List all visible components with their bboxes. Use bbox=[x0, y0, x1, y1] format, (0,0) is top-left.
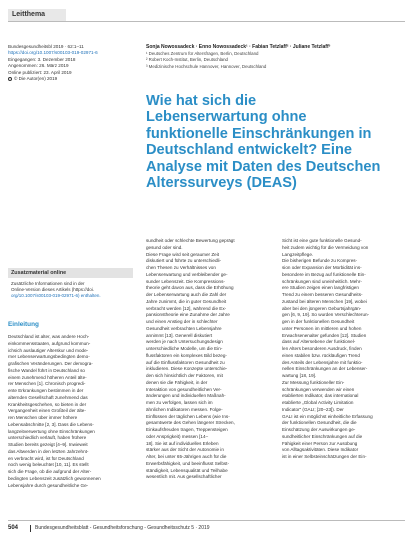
body-text-line: inkludieren. Diese Konzepte unterschie- bbox=[146, 366, 228, 372]
meta-accepted: Angenommen: 26. März 2019 bbox=[8, 63, 69, 69]
body-text-line: einen stabilen bzw. rückläufigen Trend bbox=[282, 352, 360, 358]
body-text-line: men zu verfolgen, lassen sich im bbox=[146, 400, 213, 405]
meta-copyright-text: © Die Autor(en) 2019 bbox=[14, 76, 58, 82]
body-text-line: stärker aus der Sicht der Autonomie in bbox=[146, 447, 224, 453]
body-text-line: en verbracht wird, ist für Deutschland bbox=[8, 455, 84, 461]
body-text-line: den sich hinsichtlich der Faktoren, mit bbox=[146, 373, 223, 378]
header-rule bbox=[8, 21, 405, 22]
body-text-line: Lebenserwartung und verbleibender ge- bbox=[146, 271, 228, 277]
body-text-line: GALI ist ein möglichst einheitliche Erfassung bbox=[282, 413, 373, 419]
text-column-3 bbox=[282, 238, 408, 461]
section-header bbox=[8, 9, 405, 21]
body-text-line: schränkungen verwenden wir einen bbox=[282, 386, 355, 392]
body-text-line: ist in einer Selbsteinschätzungen der Ein- bbox=[282, 454, 367, 459]
body-text-line: pansionstheorie eine Zunahme der Jahre bbox=[146, 312, 230, 318]
body-text-line: sion oder Expansion der Morbidität ins- bbox=[282, 265, 362, 270]
body-text-line: grafischen Veränderungen. Der demogra- bbox=[8, 361, 93, 366]
body-text-line: wesentlich mit. Aus gesellschaftlicher bbox=[146, 474, 222, 480]
body-text-line: aber bei den jüngeren Geburtsjahrgän- bbox=[282, 305, 362, 311]
body-text-line: unter Personen im mittleren und hohen bbox=[282, 325, 362, 331]
body-text-line: von Alltagsaktivitäten. Diese Indikator bbox=[282, 447, 359, 453]
body-text-line: Lebensabschnitte [2, 3]. Dass die Lebens- bbox=[8, 421, 94, 427]
body-text-line: einkommensstaaten, aufgrund kommun- bbox=[8, 340, 91, 346]
journal-name: Bundesgesundheitsblatt - Gesundheitsforschung - Gesundheitsschutz 5 · 2019 bbox=[35, 525, 210, 531]
body-text-line: einem zunehmend höheren Anteil älte- bbox=[8, 374, 87, 380]
body-text-line: wartung [18, 19]. bbox=[282, 373, 317, 378]
body-text-line: gesamtwerte des Gehen längerer Strecken, bbox=[146, 420, 235, 426]
body-text-line: und einen Anstieg der in schlechter bbox=[146, 319, 218, 324]
meta-received: Eingegangen: 3. Dezember 2018 bbox=[8, 56, 76, 62]
body-text-line: len Alters besonderen Ausdruck, finden bbox=[282, 346, 362, 351]
body-text-line: Erwerbsfähigkeit, und beeinflusst Selbst- bbox=[146, 460, 229, 466]
supplementary-doi-link[interactable]: org/10.1007/s00103-019-02971-6) enthalten. bbox=[11, 293, 101, 298]
text-column-1 bbox=[8, 334, 136, 489]
title-line: funktionelle Einschränkungen in bbox=[146, 125, 372, 142]
title-line: Lebenserwartung ohne bbox=[146, 109, 307, 126]
body-text-line: Einschätzung der Auswirkungen ge- bbox=[282, 427, 356, 432]
body-text-line: nellen Einschränkungen an der Lebenser- bbox=[282, 366, 368, 372]
body-text-line: der Lebenserwartung auch die Zahl der bbox=[146, 292, 227, 297]
footer-rule bbox=[8, 520, 405, 521]
body-text-line: Deutschland ist alter, was andere Hoch- bbox=[8, 334, 90, 339]
footer-separator bbox=[30, 525, 31, 532]
title-line: Wie hat sich die bbox=[146, 93, 257, 109]
body-text-line: Die bisherigen Befunde zu Kompres- bbox=[282, 258, 358, 264]
body-text-line: Einkaufsfreuden tragen, Treppensteigen bbox=[146, 427, 228, 432]
page-number: 504 bbox=[8, 525, 19, 531]
meta-citation: Bundesgesundheitsbl 2019 · 62:1–11 bbox=[8, 44, 84, 49]
meta-doi-link[interactable]: https://doi.org/10.1007/s00103-019-02971-6 bbox=[8, 50, 98, 56]
body-text-line: Langzeitpflege. bbox=[282, 251, 314, 257]
body-text-line: etablierte „Global Activity Limitation bbox=[282, 400, 354, 405]
body-text-line: sich die Frage, ob die aufgrund der Alter- bbox=[8, 469, 92, 474]
title-line: Deutschland entwickelt? Eine bbox=[146, 142, 352, 159]
body-text-line: Jahre zunimmt, die in guter Gesundheit bbox=[146, 298, 227, 304]
body-text-line: sunder Lebenszeit. Die Kompressions- bbox=[146, 278, 225, 284]
body-text-line: chen Thesen zu Verhältnisses von bbox=[146, 265, 216, 270]
body-text-line: ente Erkrankungen bestimmen in der bbox=[8, 388, 84, 393]
body-text-line: ähnlichen Indikatoren messen. Folge- bbox=[146, 406, 223, 412]
affiliation-2: ² Robert Koch-Institut, Berlin, Deutschland bbox=[146, 57, 228, 62]
supplementary-body bbox=[8, 278, 133, 302]
body-text-line: sundheit oder schlechte Bewertung geprägt bbox=[146, 238, 235, 243]
body-text-line: noch wenig beleuchtet [10, 11]. Es stellt bbox=[8, 462, 89, 468]
article-title bbox=[146, 93, 408, 191]
body-text-line: das Altwerden in den letzten Jahrzehnt- bbox=[8, 448, 89, 454]
body-text-line: der funktionellen Gesundheit, die die bbox=[282, 420, 357, 426]
body-text-line: bedingten Lebenszeit zusätzlich gewonnenen bbox=[8, 475, 101, 481]
body-text-line: gen [6, 9, 19]. So wurden Verschlechterun- bbox=[282, 312, 370, 318]
text-column-2 bbox=[146, 238, 272, 481]
body-text-line: gesund oder sind. bbox=[146, 244, 183, 250]
body-text-line: theorie geht davon aus, dass die Erhöhung bbox=[146, 285, 234, 291]
supplementary-line: Zusätzliche Informationen sind in der bbox=[11, 281, 85, 286]
body-text-line: oder Ansprigkeit) messen [14– bbox=[146, 433, 209, 439]
body-text-line: Krankheitsgeschehen, so bieten in der bbox=[8, 401, 87, 407]
body-text-line: unterschiedlich verläuft, haben frühere bbox=[8, 435, 87, 441]
body-text-line: Studien bereits gezeigt [4–9]. Inwieweit bbox=[8, 442, 88, 447]
body-text-line: alternden Gesellschaft zunehmend das bbox=[8, 394, 88, 400]
body-text-line: verbracht werden [12], während die Ex- bbox=[146, 305, 227, 311]
body-text-line: Indicator“ (GALI; [20–23]). Der bbox=[282, 406, 344, 412]
meta-published: Online publiziert: 23. April 2019 bbox=[8, 69, 72, 75]
open-access-icon bbox=[8, 77, 12, 81]
body-text-line: rer Menschen [1]. Chronisch progredi- bbox=[8, 381, 86, 387]
page-footer bbox=[8, 520, 405, 536]
body-text-line: Erwachsenenalter gefunden [12]. Studien bbox=[282, 332, 367, 338]
body-text-line: schränkungen sind uneinheitlich. Mehr- bbox=[282, 278, 362, 284]
body-text-line: ständigkeit, Lebensqualität und Teilhabe bbox=[146, 467, 228, 473]
body-text-line: Gesundheit verbrachten Lebensjahre bbox=[146, 325, 222, 331]
body-text-line: ere Studien zeigen einen langfristigen bbox=[282, 285, 359, 291]
body-text-line: zustand bei älteren Menschen [19], wobei bbox=[282, 298, 367, 304]
body-text-line: unterschiedliche Modelle, um die Ein- bbox=[146, 346, 223, 351]
body-text-line: änderungen und individuellen Maßnah- bbox=[146, 393, 226, 399]
body-text-line: langzeitverwertung ohne Einschränkungen bbox=[8, 428, 95, 434]
body-text-line: diskutiert und führte zu unterschiedli- bbox=[146, 258, 222, 264]
body-text-line: heit zudem wichtig für die Vermeidung von bbox=[282, 244, 369, 250]
body-text-line: sundheitlicher Einschränkungen auf die bbox=[282, 433, 363, 439]
body-text-line: Einflüssen der täglichen Lebens (wie Ins- bbox=[146, 413, 230, 419]
body-text-line: besondere im Bezug auf funktionelle Ein- bbox=[282, 271, 366, 277]
body-text-line: ren Menschen über immer höhere bbox=[8, 415, 78, 420]
body-text-line: annimmt [13]. Generell diskutiert bbox=[146, 332, 213, 338]
body-text-line: Diese Frage wird seit geraumer Zeit bbox=[146, 251, 220, 257]
body-text-line: dass auf Altersebene der funktionel- bbox=[282, 339, 356, 345]
body-text-line: etablierten Indikator, das international bbox=[282, 393, 359, 399]
article-meta bbox=[8, 44, 133, 82]
body-text-line: rner Lebenserwartungsbedingten demo- bbox=[8, 354, 90, 360]
body-text-line: Sicht ist eine gute funktionelle Gesund- bbox=[282, 238, 362, 243]
body-text-line: fische Wandel führt in Deutschland so bbox=[8, 367, 85, 373]
body-text-line: werden je nach Untersuchungsdesign bbox=[146, 339, 223, 345]
body-text-line: Trend zu einem besseren Gesundheits- bbox=[282, 292, 363, 297]
body-text-line: Zur Messung funktioneller Ein- bbox=[282, 379, 345, 385]
body-text-line: gen in der funktionellen Gesundheit bbox=[282, 319, 355, 324]
author-names: Sonja Nowossadeck · Enno Nowossadeck¹ · Fabian Tetzlaff² · Juliane Tetzlaff³ bbox=[146, 44, 331, 50]
affiliation-3: ³ Medizinische Hochschule Hannover, Hannover, Deutschland bbox=[146, 63, 267, 69]
body-text-line: 18]. Sie ist auf individuelles Erleben bbox=[146, 440, 219, 446]
meta-copyright bbox=[8, 76, 133, 82]
body-text-line: Interaktion von gesundheitlichen Ver- bbox=[146, 386, 222, 392]
body-text-line: Alter, bei unter 65-Jährigen auch für die bbox=[146, 454, 227, 459]
body-text-line: Fähigkeit einer Person zur Ausübung bbox=[282, 440, 358, 446]
affiliation-1: ¹ Deutsches Zentrum für Altersfragen, Berlin, Deutschland bbox=[146, 50, 259, 56]
title-line: Alterssurveys (DEAS) bbox=[146, 175, 297, 192]
body-text-line: ichsich auslautiger Alterskur und mode- bbox=[8, 347, 89, 353]
section-label: Leitthema bbox=[8, 9, 66, 21]
body-text-line: des Anteils der Lebensjahre mit funktio- bbox=[282, 359, 363, 365]
body-text-line: Lebensjahre durch gesundheitliche Ge- bbox=[8, 482, 89, 488]
title-line: Analyse mit Daten des Deutschen bbox=[146, 158, 381, 175]
body-text-line: flussfaktoren ein komplexes Bild bezeg- bbox=[146, 352, 227, 358]
body-text-line: denen sie die Fähigkeit, in der bbox=[146, 379, 208, 385]
author-block bbox=[146, 44, 408, 70]
supplementary-line: Online-Version dieses Artikels (https://doi. bbox=[11, 287, 95, 292]
body-text-line: Vergangenheit einen Großteil der älte- bbox=[8, 408, 86, 414]
supplementary-box bbox=[8, 268, 133, 310]
supplementary-heading: Zusatzmaterial online bbox=[8, 268, 133, 278]
section-heading-einleitung: Einleitung bbox=[8, 321, 39, 328]
body-text-line: auf die Einflussfaktoren Gesundheit zu bbox=[146, 359, 225, 365]
